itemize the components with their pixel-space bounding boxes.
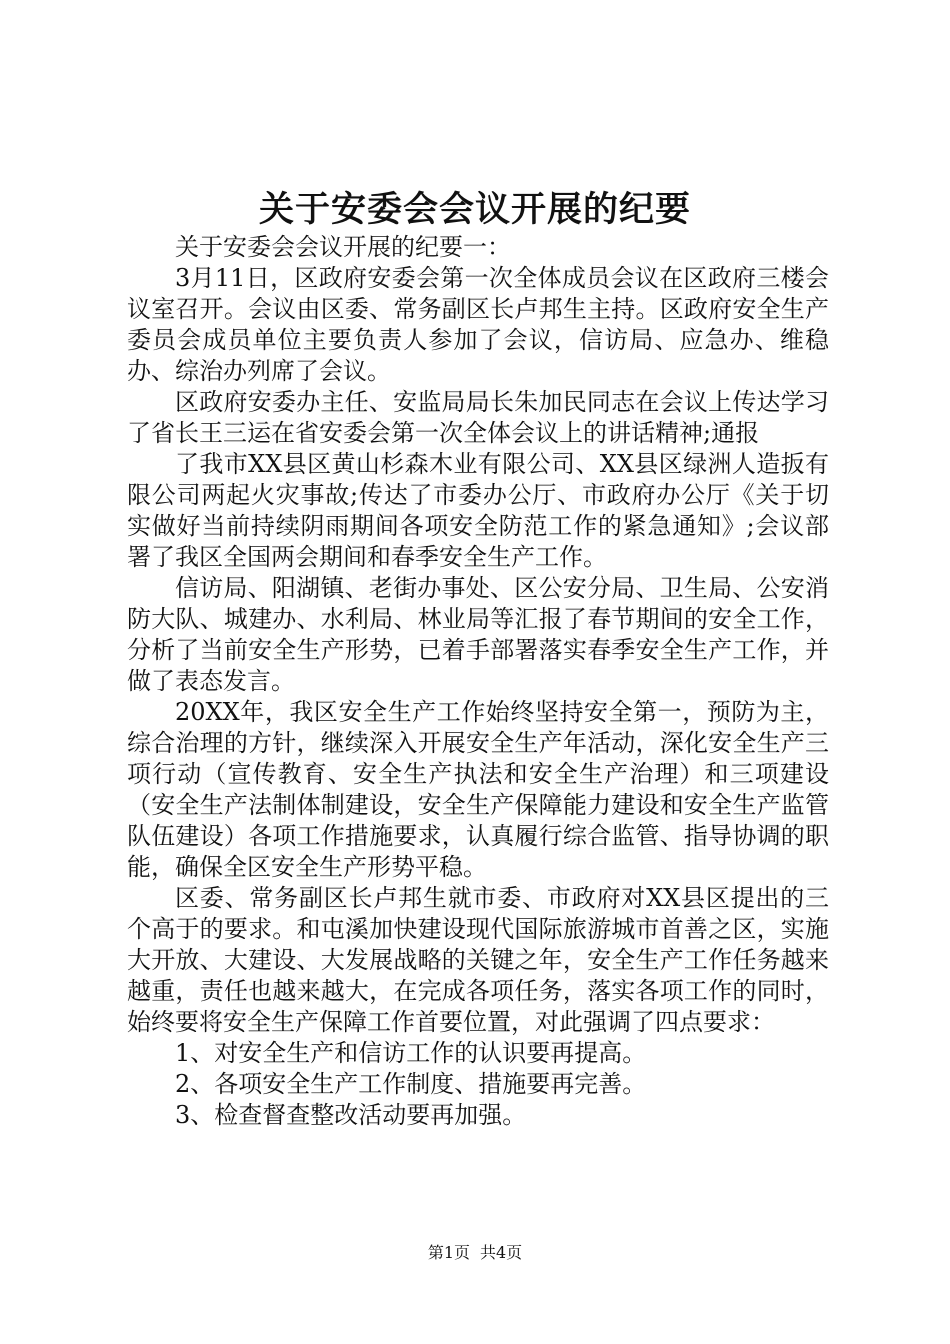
- paragraph-spirit: 区政府安委办主任、安监局局长朱加民同志在会议上传达学习了省长王三运在省安委会第一次全体会议上的讲话精神;通报: [127, 388, 829, 447]
- paragraph-reports: 信访局、阳湖镇、老街办事处、区公安分局、卫生局、公安消防大队、城建办、水利局、林业局等汇报了春节期间的安全工作，分析了当前安全生产形势，已着手部署落实春季安全生产工作，并做了表态发言。: [127, 574, 829, 695]
- document-title: 关于安委会会议开展的纪要: [258, 189, 691, 230]
- paragraph-meeting: 3月11日，区政府安委会第一次全体成员会议在区政府三楼会议室召开。会议由区委、常务副区长卢邦生主持。区政府安全生产委员会成员单位主要负责人参加了会议，信访局、应急办、维稳办、综治办列席了会议。: [127, 264, 829, 385]
- document-body: [127, 232, 829, 1131]
- paragraph-requirements: 区委、常务副区长卢邦生就市委、市政府对XX县区提出的三个高于的要求。和屯溪加快建设现代国际旅游城市首善之区，实施大开放、大建设、大发展战略的关键之年，安全生产工作任务越来越重，责任也越来越大，在完成各项任务，落实各项工作的同时，始终要将安全生产保障工作首要位置，对此强调了四点要求：: [127, 884, 829, 1036]
- page-footer: [0, 1241, 950, 1265]
- paragraph-intro: 关于安委会会议开展的纪要一：: [175, 233, 511, 261]
- list-item-requirement-1: 1、对安全生产和信访工作的认识要再提高。: [175, 1039, 647, 1067]
- page-number: 第1页: [427, 1243, 470, 1262]
- paragraph-policy: 20XX年，我区安全生产工作始终坚持安全第一，预防为主，综合治理的方针，继续深入开展安全生产年活动，深化安全生产三项行动（宣传教育、安全生产执法和安全生产治理）和三项建设（安全生产法制体制建设，安全生产保障能力建设和安全生产监管队伍建设）各项工作措施要求，认真履行综合监管、指导协调的职能，确保全区安全生产形势平稳。: [127, 698, 829, 881]
- list-item-requirement-3: 3、检查督查整改活动要再加强。: [175, 1101, 527, 1129]
- list-item-requirement-2: 2、各项安全生产工作制度、措施要再完善。: [175, 1070, 647, 1098]
- page-total: 共4页: [480, 1243, 523, 1262]
- paragraph-notice: 了我市XX县区黄山杉森木业有限公司、XX县区绿洲人造扳有限公司两起火灾事故;传达了市委办公厅、市政府办公厅《关于切实做好当前持续阴雨期间各项安全防范工作的紧急通知》;会议部署了我区全国两会期间和春季安全生产工作。: [127, 450, 829, 571]
